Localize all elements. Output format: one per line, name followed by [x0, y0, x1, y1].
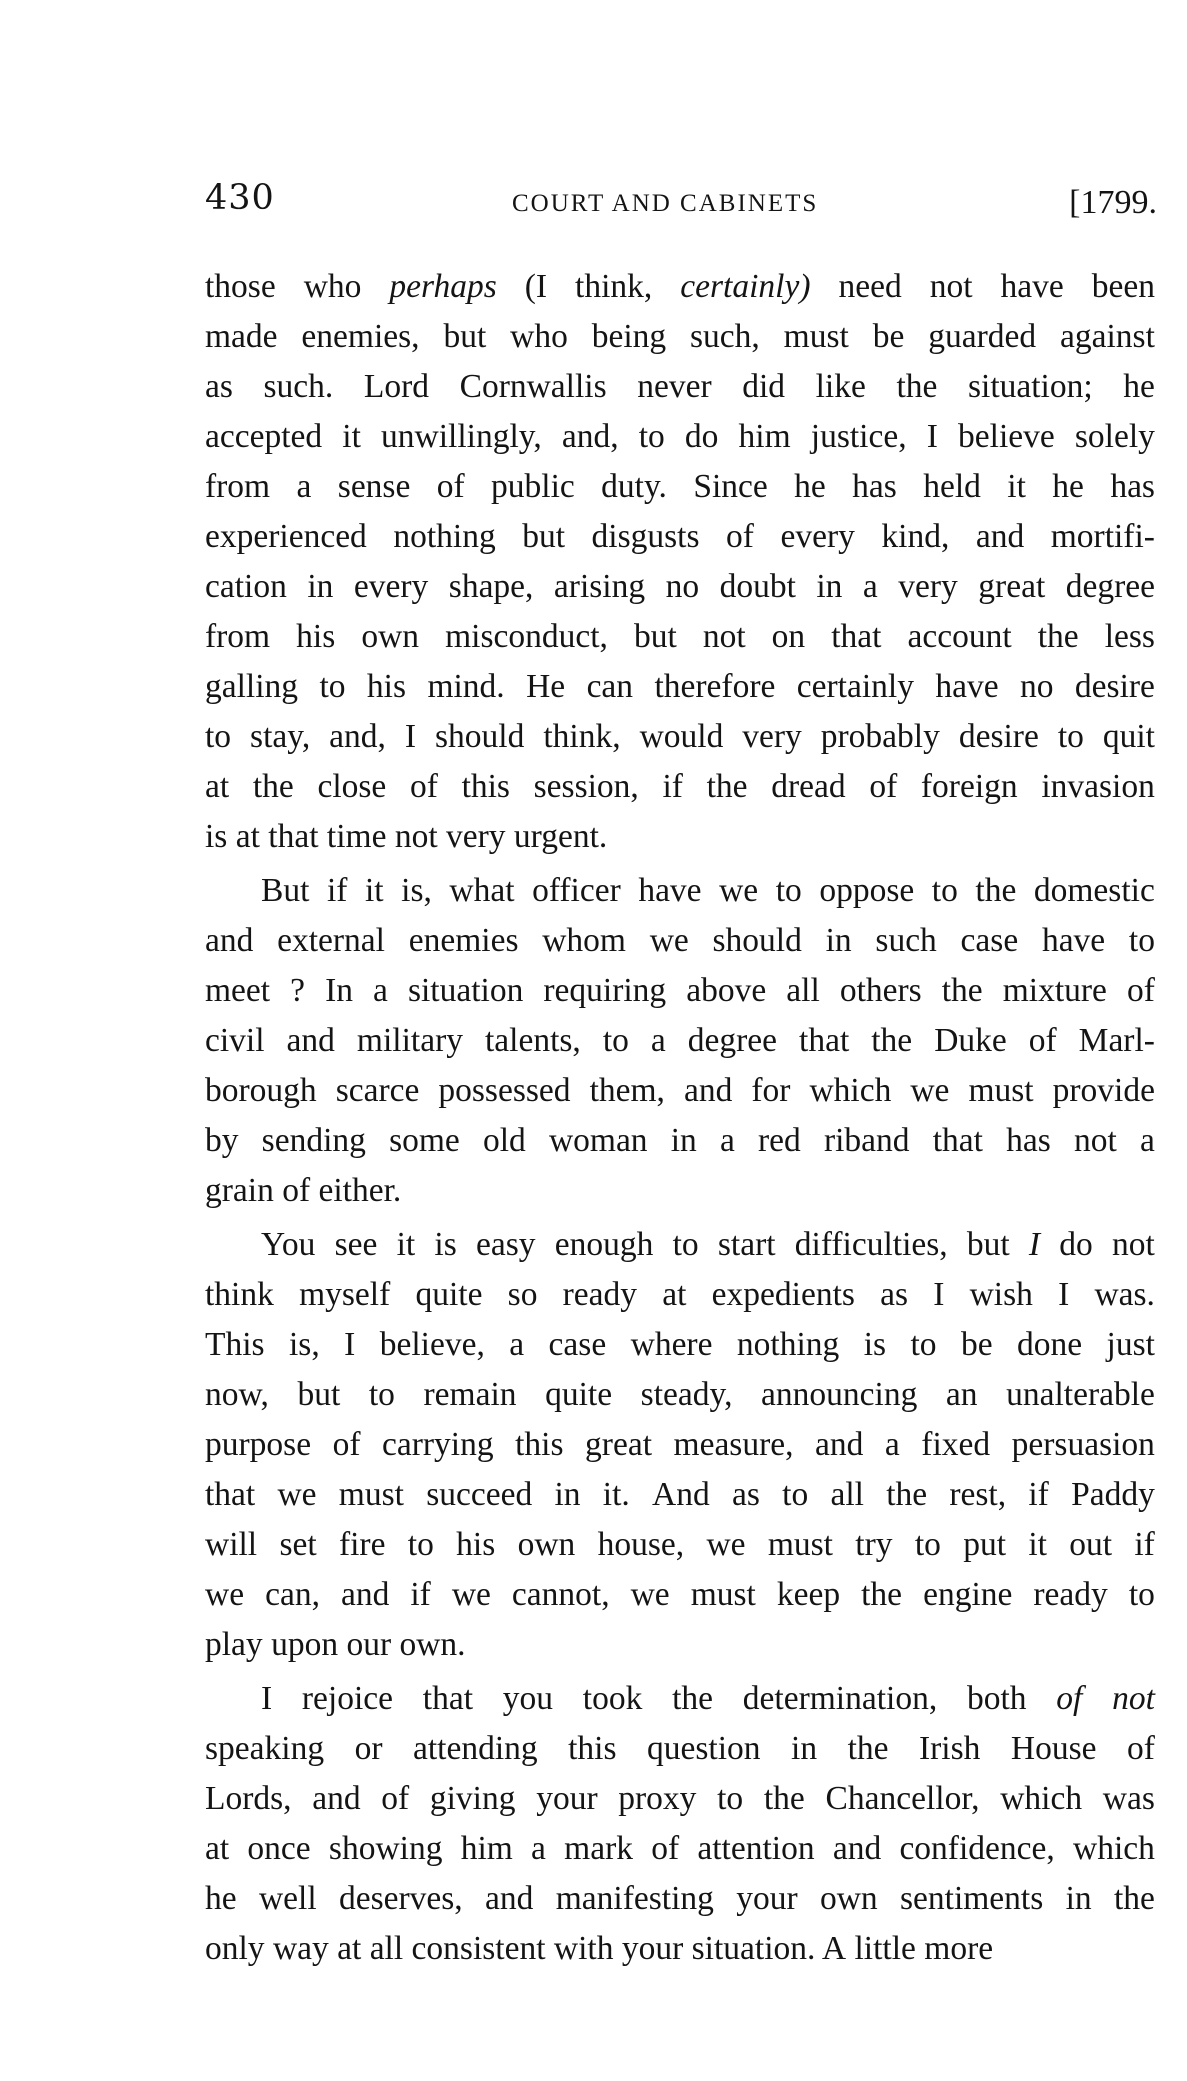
text-line: Lords, and of giving your proxy to the Chancellor, which was — [205, 1780, 1155, 1817]
text-line: now, but to remain quite steady, announcing an unalterable — [205, 1376, 1155, 1413]
text-line: purpose of carrying this great measure, and a fixed persuasion — [205, 1426, 1155, 1463]
text-line: grain of either. — [205, 1172, 402, 1209]
text-line: and external enemies whom we should in such case have to — [205, 922, 1155, 959]
page-number: 430 — [205, 178, 275, 218]
text-line: speaking or attending this question in the Irish House of — [205, 1730, 1155, 1767]
text-line: You see it is easy enough to start difficulties, but I do not — [261, 1226, 1155, 1263]
text-line: meet ? In a situation requiring above all others the mixture of — [205, 972, 1155, 1009]
text-line: I rejoice that you took the determination, both of not — [261, 1680, 1155, 1717]
text-line: think myself quite so ready at expedients as I wish I was. — [205, 1276, 1155, 1313]
text-line: borough scarce possessed them, and for which we must provide — [205, 1072, 1155, 1109]
paragraph — [205, 1674, 1155, 1974]
text-line: he well deserves, and manifesting your own sentiments in the — [205, 1880, 1155, 1917]
text-line: will set fire to his own house, we must try to put it out if — [205, 1526, 1155, 1563]
text-line: that we must succeed in it. And as to all the rest, if Paddy — [205, 1476, 1155, 1513]
text-line: play upon our own. — [205, 1626, 466, 1663]
paragraph — [205, 866, 1155, 1216]
text-line: as such. Lord Cornwallis never did like the situation; he — [205, 368, 1155, 405]
text-line: civil and military talents, to a degree that the Duke of Marl- — [205, 1022, 1155, 1059]
text-line: only way at all consistent with your situation. A little more — [205, 1930, 994, 1967]
text-line: from a sense of public duty. Since he has held it he has — [205, 468, 1155, 505]
paragraph — [205, 262, 1155, 862]
running-year: [1799. — [1069, 184, 1157, 221]
text-line: made enemies, but who being such, must be guarded against — [205, 318, 1155, 355]
text-line: This is, I believe, a case where nothing is to be done just — [205, 1326, 1155, 1363]
text-line: experienced nothing but disgusts of every kind, and mortifi- — [205, 518, 1155, 555]
text-line: at once showing him a mark of attention and confidence, which — [205, 1830, 1155, 1867]
text-line: by sending some old woman in a red riband that has not a — [205, 1122, 1155, 1159]
text-line: we can, and if we cannot, we must keep the engine ready to — [205, 1576, 1155, 1613]
paragraph — [205, 1220, 1155, 1670]
text-line: to stay, and, I should think, would very probably desire to quit — [205, 718, 1155, 755]
running-head — [205, 178, 1157, 238]
text-line: is at that time not very urgent. — [205, 818, 608, 855]
text-line: cation in every shape, arising no doubt in a very great degree — [205, 568, 1155, 605]
body-text — [205, 262, 1155, 1974]
text-line: at the close of this session, if the dread of foreign invasion — [205, 768, 1155, 805]
text-line: from his own misconduct, but not on that account the less — [205, 618, 1155, 655]
text-line: those who perhaps (I think, certainly) need not have been — [205, 268, 1155, 305]
text-line: galling to his mind. He can therefore certainly have no desire — [205, 668, 1155, 705]
text-line: But if it is, what officer have we to oppose to the domestic — [261, 872, 1155, 909]
running-title: COURT AND CABINETS — [512, 190, 819, 217]
text-line: accepted it unwillingly, and, to do him justice, I believe solely — [205, 418, 1155, 455]
